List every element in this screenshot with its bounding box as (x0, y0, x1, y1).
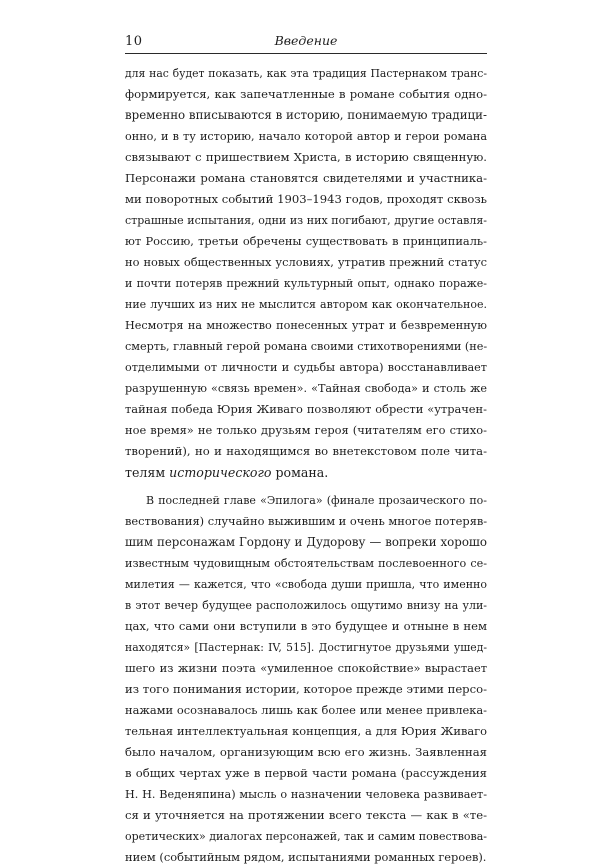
text-line: цах, что сами они вступили в это будущее и отныне в нем (125, 619, 487, 633)
paragraph-2 (125, 490, 487, 868)
text-line: отделимыми от личности и судьбы автора) восстанавливает (125, 361, 487, 374)
running-head: Введение (274, 33, 338, 48)
text-line: оретических» диалогах персонажей, так и самим повествова- (125, 830, 487, 843)
text-line: из того понимания истории, которое прежде этими персо- (125, 682, 487, 696)
text-line: формируется, как запечатленные в романе события одно- (125, 87, 487, 101)
text-line: В последней главе «Эпилога» (финале прозаического по- (146, 494, 487, 507)
text-line: ное время» не только друзьям героя (читателям его стихо- (125, 423, 487, 437)
body-text (125, 63, 487, 868)
text-line: смерть, главный герой романа своими стихотворениями (не- (125, 340, 487, 353)
text-line: тайная победа Юрия Живаго позволяют обрести «утрачен- (125, 402, 487, 416)
text-line: нием (событийным рядом, испытаниями романных героев). (125, 850, 487, 864)
text-line: в этот вечер будущее расположилось ощутимо внизу на ули- (125, 599, 487, 612)
text-line: временно вписываются в историю, понимаемую традици- (125, 108, 487, 122)
text-line: шего из жизни поэта «умиленное спокойствие» вырастает (125, 661, 487, 675)
text-run: романа. (271, 465, 329, 480)
text-line: ют Россию, третьи обречены существовать в принципиаль- (125, 234, 487, 248)
page-number: 10 (125, 34, 143, 49)
text-line: творений), но и находящимся во внетекстовом поле чита- (125, 444, 487, 458)
paragraph-1 (125, 63, 487, 483)
text-line: для нас будет показать, как эта традиция Пастернаком транс- (125, 67, 487, 80)
text-run: телям (125, 465, 170, 480)
text-line-last (125, 462, 487, 483)
text-line: вествования) случайно выжившим и очень многое потеряв- (125, 514, 487, 528)
text-line: и почти потеряв прежний культурный опыт, однако пораже- (125, 277, 487, 290)
text-line: шим персонажам Гордону и Дудорову — вопреки хорошо (125, 535, 487, 549)
text-line: разрушенную «связь времен». «Тайная свобода» и столь же (125, 382, 487, 395)
text-line: милетия — кажется, что «свобода души пришла, что именно (125, 578, 487, 591)
text-line: нажами осознавалось лишь как более или менее привлека- (125, 703, 487, 717)
text-line: Несмотря на множество понесенных утрат и безвременную (125, 319, 487, 332)
italic-term: исторического (169, 465, 272, 480)
text-line: Н. Н. Веденяпина) мысль о назначении человека развивает- (125, 788, 487, 801)
text-line: онно, и в ту историю, начало которой автор и герои романа (125, 130, 487, 143)
text-line: связывают с пришествием Христа, в историю священную. (125, 150, 487, 164)
text-line: известным чудовищным обстоятельствам послевоенного се- (125, 557, 487, 570)
text-line: ся и уточняется на протяжении всего текста — как в «те- (125, 808, 487, 822)
text-line: страшные испытания, одни из них погибают, другие оставля- (125, 214, 487, 227)
text-line: Персонажи романа становятся свидетелями и участника- (125, 171, 487, 185)
header-rule (125, 53, 487, 54)
text-line: в общих чертах уже в первой части романа (рассуждения (125, 766, 487, 780)
text-line: находятся» [Пастернак: IV, 515]. Достигнутое друзьями ушед- (125, 641, 487, 654)
text-line: ми поворотных событий 1903–1943 годов, проходят сквозь (125, 192, 487, 206)
text-line: тельная интеллектуальная концепция, а для Юрия Живаго (125, 724, 487, 738)
text-line: ние лучших из них не мыслится автором как окончательное. (125, 298, 487, 311)
text-line: но новых общественных условиях, утратив прежний статус (125, 255, 487, 269)
text-line: было началом, организующим всю его жизнь. Заявленная (125, 745, 487, 759)
